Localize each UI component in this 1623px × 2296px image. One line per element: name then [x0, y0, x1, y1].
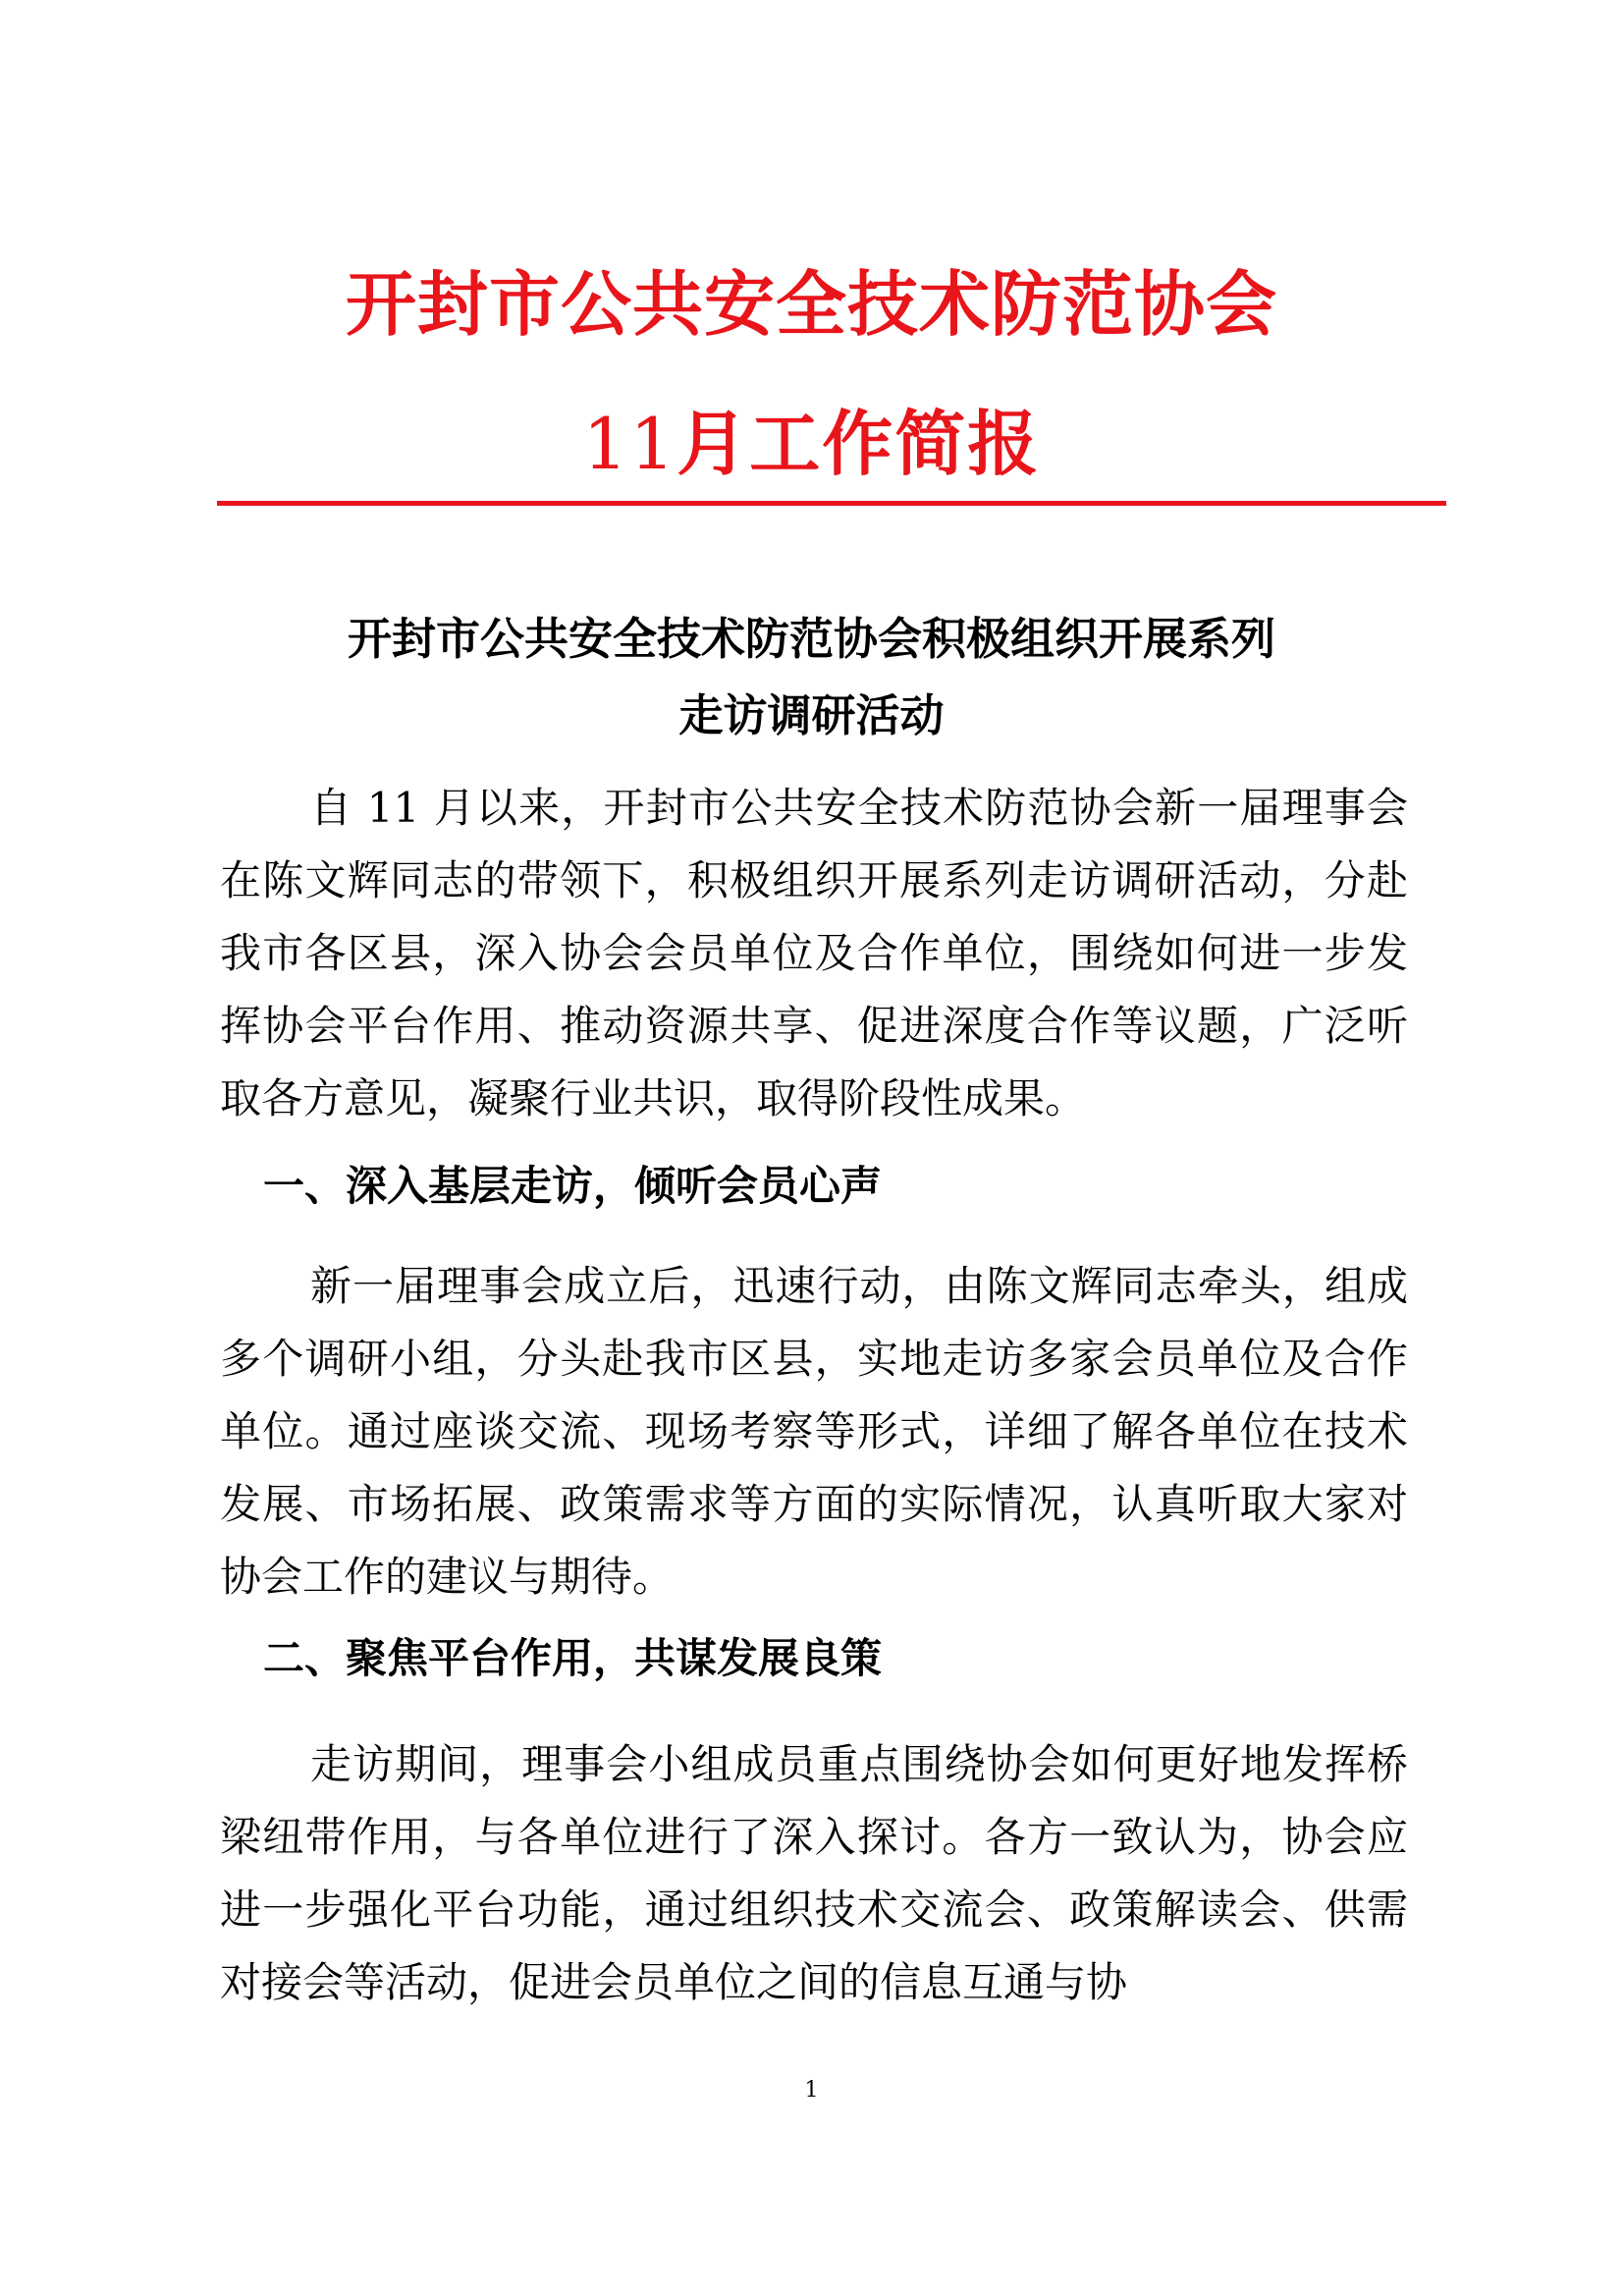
article-title-line-1: 开封市公共安全技术防范协会积极组织开展系列 — [347, 613, 1275, 665]
masthead-title: 开封市公共安全技术防范协会 — [345, 263, 1277, 346]
body-paragraph-2: 新一届理事会成立后，迅速行动，由陈文辉同志牵头，组成多个调研小组，分头赴我市区县，实地走访多家会员单位及合作单位。通过座谈交流、现场考察等形式，详细了解各单位在技术发展、市场拓展、政策需求等方面的实际情况，认真听取大家对协会工作的建议与期待。 — [220, 1262, 1408, 1601]
body-paragraph-3: 走访期间，理事会小组成员重点围绕协会如何更好地发挥桥梁纽带作用，与各单位进行了深入探讨。各方一致认为，协会应进一步强化平台功能，通过组织技术交流会、政策解读会、供需对接会等活动，促进会员单位之间的信息互通与协 — [220, 1740, 1408, 2006]
article-title-line-2: 走访调研活动 — [678, 689, 945, 741]
masthead-subtitle-number: 11 — [582, 403, 677, 485]
page-number: 1 — [804, 2078, 819, 2103]
masthead-divider — [217, 501, 1446, 506]
section-heading-2: 二、聚焦平台作用，共谋发展良策 — [263, 1634, 883, 1682]
section-heading-1: 一、深入基层走访，倾听会员心声 — [263, 1162, 883, 1210]
masthead-subtitle — [0, 403, 1623, 485]
body-paragraph-1: 自 11 月以来，开封市公共安全技术防范协会新一届理事会在陈文辉同志的带领下，积极组织开展系列走访调研活动，分赴我市各区县，深入协会会员单位及合作单位，围绕如何进一步发挥协会平台作用、推动资源共享、促进深度合作等议题，广泛听取各方意见，凝聚行业共识，取得阶段性成果。 — [220, 784, 1408, 1122]
masthead-subtitle-text: 月工作简报 — [676, 403, 1041, 485]
